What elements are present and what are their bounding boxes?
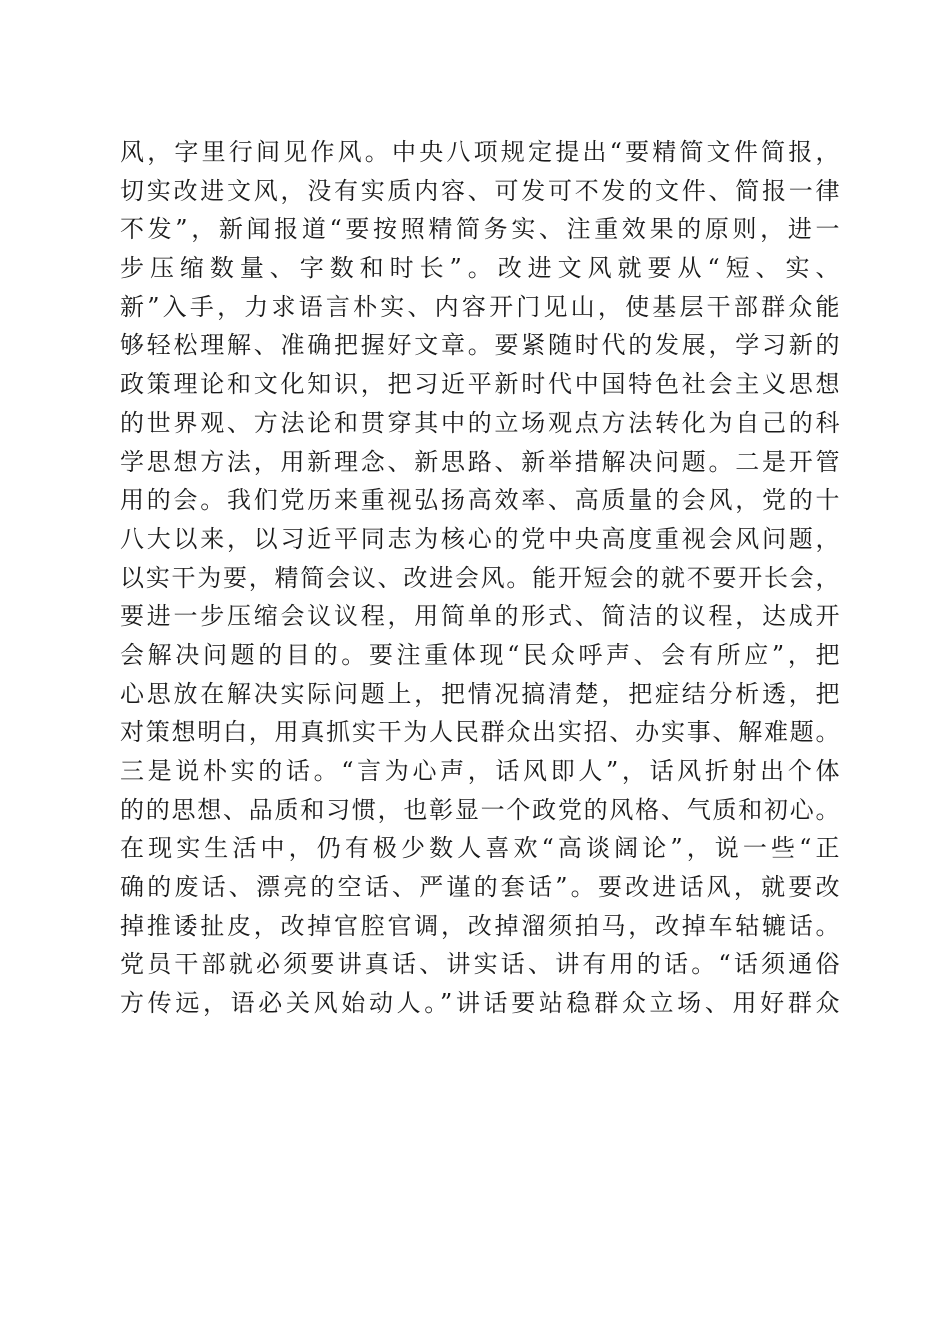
text-line: 党员干部就必须要讲真话、讲实话、讲有用的话。“话须通俗 (120, 950, 840, 979)
text-line: 确的废话、漂亮的空话、严谨的套话”。要改进话风，就要改 (120, 873, 840, 902)
text-line: 切实改进文风，没有实质内容、可发可不发的文件、简报一律 (120, 176, 840, 205)
text-line: 掉推诿扯皮，改掉官腔官调，改掉溜须拍马，改掉车轱辘话。 (120, 911, 840, 940)
text-line: 政策理论和文化知识，把习近平新时代中国特色社会主义思想 (120, 370, 840, 399)
text-line: 风，字里行间见作风。中央八项规定提出“要精简文件简报， (120, 138, 840, 166)
text-line: 要进一步压缩会议议程，用简单的形式、简洁的议程，达成开 (120, 602, 840, 631)
text-line: 三是说朴实的话。“言为心声，话风即人”，话风折射出个体 (120, 757, 840, 785)
text-line: 用的会。我们党历来重视弘扬高效率、高质量的会风，党的十 (120, 486, 840, 515)
text-line: 的的思想、品质和习惯，也彰显一个政党的风格、气质和初心。 (120, 795, 840, 824)
text-line: 不发”，新闻报道“要按照精简务实、注重效果的原则，进一 (120, 215, 840, 244)
text-line: 以实干为要，精简会议、改进会风。能开短会的就不要开长会， (120, 563, 840, 592)
text-line: 够轻松理解、准确把握好文章。要紧随时代的发展，学习新的 (120, 331, 840, 360)
text-line: 学思想方法，用新理念、新思路、新举措解决问题。二是开管 (120, 447, 840, 476)
text-line: 心思放在解决实际问题上，把情况搞清楚，把症结分析透，把 (120, 679, 840, 708)
text-line: 新”入手，力求语言朴实、内容开门见山，使基层干部群众能 (120, 292, 840, 321)
text-line: 步压缩数量、字数和时长”。改进文风就要从“短、实、 (120, 254, 840, 283)
text-line: 会解决问题的目的。要注重体现“民众呼声、会有所应”，把 (120, 640, 840, 669)
text-line: 对策想明白，用真抓实干为人民群众出实招、办实事、解难题。 (120, 718, 840, 747)
text-line: 八大以来，以习近平同志为核心的党中央高度重视会风问题， (120, 524, 840, 553)
text-line: 的世界观、方法论和贯穿其中的立场观点方法转化为自己的科 (120, 408, 840, 437)
text-line: 方传远，语必关风始动人。”讲话要站稳群众立场、用好群众 (120, 989, 840, 1018)
body-text (120, 133, 840, 1023)
text-line: 在现实生活中，仍有极少数人喜欢“高谈阔论”，说一些“正 (120, 834, 840, 863)
